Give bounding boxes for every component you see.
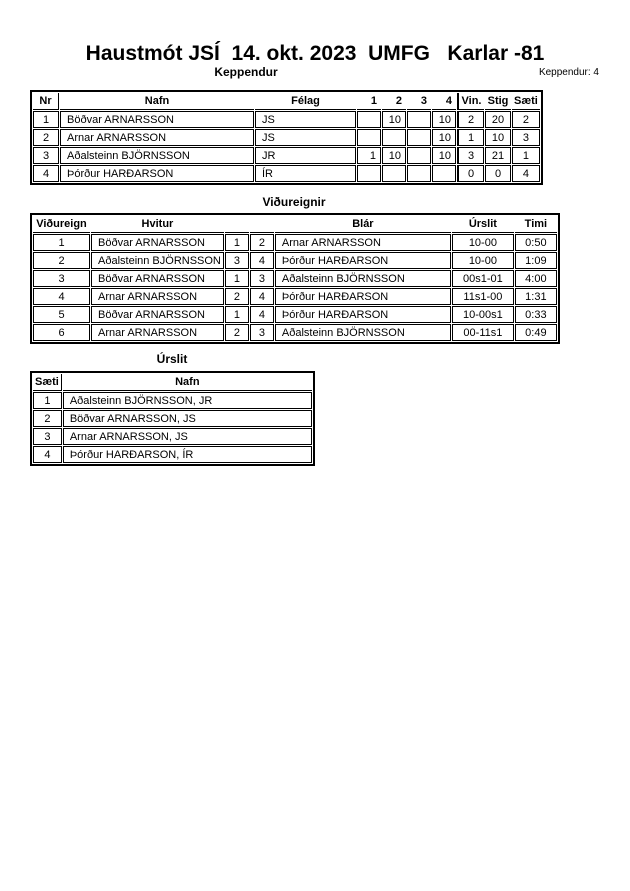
competitor-match3-score (407, 111, 431, 128)
competitor-nr: 4 (33, 165, 59, 182)
match-white-nr: 1 (225, 270, 249, 287)
competitor-place: 1 (512, 147, 540, 164)
competitor-club: JS (255, 111, 356, 128)
match-blue-name: Þórður HARÐARSON (275, 252, 451, 269)
match-blue-nr: 4 (250, 288, 274, 305)
competitor-match1-score (357, 165, 381, 182)
match-row (33, 288, 557, 305)
urslit-header-row (33, 374, 312, 391)
col-header-match3: 3 (407, 93, 431, 110)
competitor-match3-score (407, 147, 431, 164)
competitor-match2-score: 10 (382, 147, 406, 164)
urslit-section-title: Úrslit (156, 352, 188, 366)
competitor-match2-score (382, 165, 406, 182)
competitor-club: ÍR (255, 165, 356, 182)
match-white-nr: 3 (225, 252, 249, 269)
match-row (33, 234, 557, 251)
competitor-row (33, 147, 540, 164)
match-nr: 4 (33, 288, 90, 305)
match-blue-name: Aðalsteinn BJÖRNSSON (275, 270, 451, 287)
competitor-name: Böðvar ARNARSSON (60, 111, 254, 128)
competitor-nr: 3 (33, 147, 59, 164)
match-nr: 6 (33, 324, 90, 341)
match-nr: 5 (33, 306, 90, 323)
competitor-name: Aðalsteinn BJÖRNSSON (60, 147, 254, 164)
competitor-match4-score: 10 (432, 129, 456, 146)
standing-name: Arnar ARNARSSON, JS (63, 428, 312, 445)
match-time: 4:00 (515, 270, 557, 287)
competitor-count-label: Keppendur: 4 (538, 67, 599, 78)
competitor-match2-score (382, 129, 406, 146)
competitor-match1-score (357, 129, 381, 146)
col-header-felag: Félag (255, 93, 356, 110)
match-white-nr: 2 (225, 288, 249, 305)
competitor-match3-score (407, 165, 431, 182)
standing-place: 4 (33, 446, 62, 463)
keppendur-table (30, 90, 543, 185)
competitor-match4-score: 10 (432, 111, 456, 128)
match-nr: 2 (33, 252, 90, 269)
match-white-name: Böðvar ARNARSSON (91, 234, 224, 251)
col-header-stig: Stig (485, 93, 511, 110)
competitor-nr: 2 (33, 129, 59, 146)
col-header-timi: Timi (515, 216, 557, 233)
match-white-name: Böðvar ARNARSSON (91, 270, 224, 287)
match-blue-name: Þórður HARÐARSON (275, 288, 451, 305)
match-white-nr: 1 (225, 234, 249, 251)
competitor-points: 20 (485, 111, 511, 128)
match-row (33, 252, 557, 269)
standing-place: 1 (33, 392, 62, 409)
competitor-points: 0 (485, 165, 511, 182)
standing-place: 3 (33, 428, 62, 445)
competitor-wins: 1 (457, 129, 484, 146)
match-row (33, 270, 557, 287)
match-white-name: Arnar ARNARSSON (91, 324, 224, 341)
competitor-name: Þórður HARÐARSON (60, 165, 254, 182)
standing-row (33, 392, 312, 409)
competitor-match4-score: 10 (432, 147, 456, 164)
match-nr: 1 (33, 234, 90, 251)
col-header-match4: 4 (432, 93, 456, 110)
match-result: 10-00 (452, 252, 514, 269)
vidureignir-section-title: Viðureignir (262, 195, 326, 209)
urslit-table (30, 371, 315, 466)
match-blue-nr: 3 (250, 270, 274, 287)
competitor-place: 4 (512, 165, 540, 182)
col-header-nafn: Nafn (60, 93, 254, 110)
competitor-row (33, 165, 540, 182)
competitor-match1-score: 1 (357, 147, 381, 164)
match-blue-name: Aðalsteinn BJÖRNSSON (275, 324, 451, 341)
page-title: Haustmót JSÍ 14. okt. 2023 UMFG Karlar -81 (85, 42, 545, 65)
match-white-nr: 2 (225, 324, 249, 341)
match-blue-name: Arnar ARNARSSON (275, 234, 451, 251)
col-header-hvitur-nr (225, 216, 249, 233)
match-result: 00s1-01 (452, 270, 514, 287)
competitor-row (33, 111, 540, 128)
standing-name: Böðvar ARNARSSON, JS (63, 410, 312, 427)
vidureignir-header-row (33, 216, 557, 233)
standing-name: Aðalsteinn BJÖRNSSON, JR (63, 392, 312, 409)
competitor-match2-score: 10 (382, 111, 406, 128)
col-header-match2: 2 (382, 93, 406, 110)
competitor-points: 21 (485, 147, 511, 164)
standing-row (33, 410, 312, 427)
col-header-saeti: Sæti (512, 93, 540, 110)
keppendur-header-row (33, 93, 540, 110)
standing-name: Þórður HARÐARSON, ÍR (63, 446, 312, 463)
match-white-name: Böðvar ARNARSSON (91, 306, 224, 323)
match-blue-nr: 4 (250, 252, 274, 269)
col-header-match1: 1 (357, 93, 381, 110)
match-nr: 3 (33, 270, 90, 287)
vidureignir-table (30, 213, 560, 344)
match-time: 1:31 (515, 288, 557, 305)
competitor-wins: 2 (457, 111, 484, 128)
match-row (33, 306, 557, 323)
match-blue-nr: 3 (250, 324, 274, 341)
match-white-name: Aðalsteinn BJÖRNSSON (91, 252, 224, 269)
match-result: 00-11s1 (452, 324, 514, 341)
col-header-vidureign: Viðureign (33, 216, 90, 233)
competitor-club: JR (255, 147, 356, 164)
competitor-club: JS (255, 129, 356, 146)
standing-row (33, 446, 312, 463)
competitor-name: Arnar ARNARSSON (60, 129, 254, 146)
match-row (33, 324, 557, 341)
match-result: 10-00s1 (452, 306, 514, 323)
competitor-place: 3 (512, 129, 540, 146)
col-header-saeti: Sæti (33, 374, 62, 391)
standing-row (33, 428, 312, 445)
match-time: 0:50 (515, 234, 557, 251)
match-time: 0:49 (515, 324, 557, 341)
match-white-name: Arnar ARNARSSON (91, 288, 224, 305)
competitor-wins: 0 (457, 165, 484, 182)
match-blue-nr: 4 (250, 306, 274, 323)
col-header-nr: Nr (33, 93, 59, 110)
competitor-points: 10 (485, 129, 511, 146)
col-header-blar-nr (250, 216, 274, 233)
match-white-nr: 1 (225, 306, 249, 323)
col-header-blar: Blár (275, 216, 451, 233)
keppendur-section-title: Keppendur (214, 65, 278, 79)
competitor-place: 2 (512, 111, 540, 128)
match-blue-nr: 2 (250, 234, 274, 251)
col-header-vin: Vin. (457, 93, 484, 110)
match-blue-name: Þórður HARÐARSON (275, 306, 451, 323)
competitor-wins: 3 (457, 147, 484, 164)
col-header-nafn: Nafn (63, 374, 312, 391)
col-header-hvitur: Hvitur (91, 216, 224, 233)
competitor-match4-score (432, 165, 456, 182)
col-header-urslit: Úrslit (452, 216, 514, 233)
competitor-match3-score (407, 129, 431, 146)
match-result: 10-00 (452, 234, 514, 251)
match-time: 1:09 (515, 252, 557, 269)
competitor-row (33, 129, 540, 146)
match-result: 11s1-00 (452, 288, 514, 305)
competitor-nr: 1 (33, 111, 59, 128)
standing-place: 2 (33, 410, 62, 427)
competitor-match1-score (357, 111, 381, 128)
match-time: 0:33 (515, 306, 557, 323)
